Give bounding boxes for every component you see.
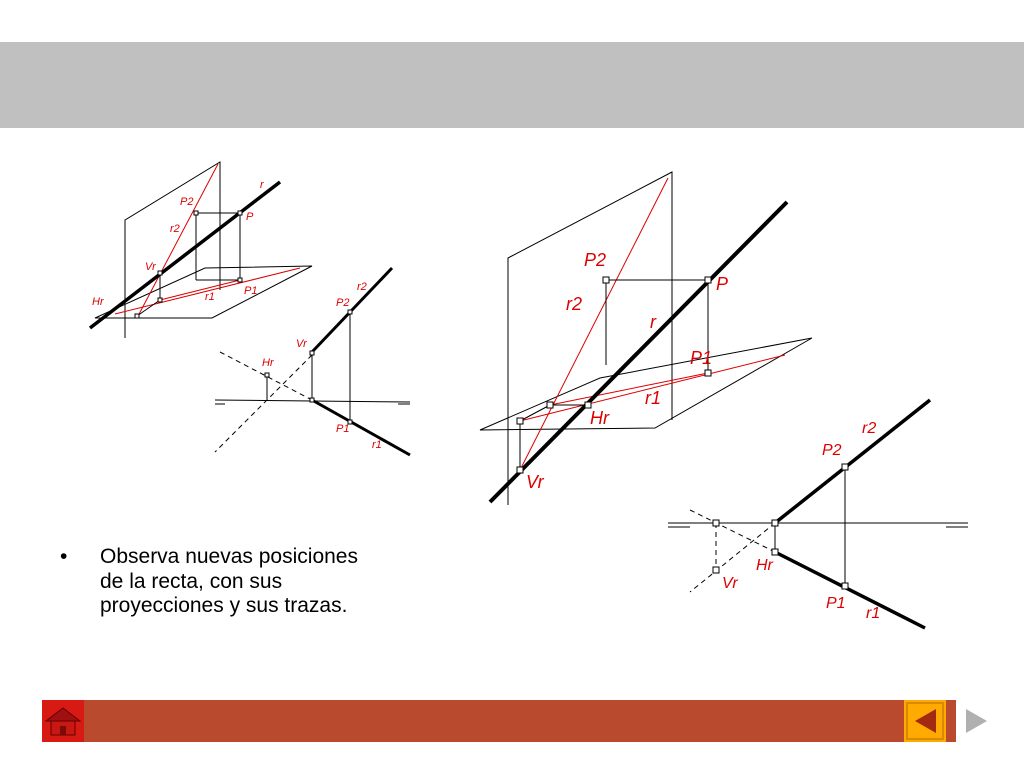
diagram-3d-small-labels (92, 179, 265, 308)
back-arrow-icon (904, 700, 946, 742)
label-r2: r2 (170, 223, 180, 235)
label-vr: Vr (145, 261, 156, 273)
label-p1: P1 (244, 285, 258, 297)
label-hr: Hr (756, 557, 773, 574)
label-vr: Vr (296, 338, 307, 350)
bullet-text: Observa nuevas posiciones de la recta, con sus proyecciones y sus trazas. (100, 545, 358, 617)
diagram-3d-large (480, 172, 812, 505)
label-p2: P2 (336, 297, 350, 309)
forward-button[interactable] (956, 700, 998, 742)
label-r2: r2 (862, 420, 877, 437)
label-r: r (260, 179, 264, 191)
label-hr: Hr (590, 408, 609, 428)
label-p2: P2 (180, 196, 194, 208)
label-r2: r2 (357, 281, 367, 293)
home-icon (42, 700, 84, 742)
diagram-3d-small (90, 162, 312, 338)
label-p1: P1 (690, 348, 713, 368)
bullet-symbol: • (60, 545, 68, 568)
label-r2: r2 (566, 294, 583, 314)
label-vr: Vr (722, 575, 738, 592)
bullet-item (60, 545, 380, 619)
label-p1: P1 (826, 595, 846, 612)
label-r1: r1 (866, 605, 881, 622)
label-p2: P2 (584, 250, 607, 270)
forward-arrow-icon (956, 700, 998, 742)
diagram-dihedral-small-labels (262, 281, 382, 451)
label-r1: r1 (645, 388, 662, 408)
home-button[interactable] (42, 700, 84, 742)
label-r1: r1 (205, 291, 215, 303)
label-r: r (650, 312, 656, 332)
diagram-dihedral-large (668, 400, 968, 628)
label-p: P (716, 274, 729, 294)
label-hr: Hr (262, 357, 274, 369)
label-p: P (246, 211, 254, 223)
label-p2: P2 (822, 442, 842, 459)
label-hr: Hr (92, 296, 104, 308)
footer-bar (42, 700, 998, 742)
back-button[interactable] (904, 700, 946, 742)
label-r1: r1 (372, 439, 382, 451)
label-vr: Vr (526, 472, 544, 492)
label-p1: P1 (336, 423, 350, 435)
diagram-3d-large-labels (526, 250, 728, 492)
